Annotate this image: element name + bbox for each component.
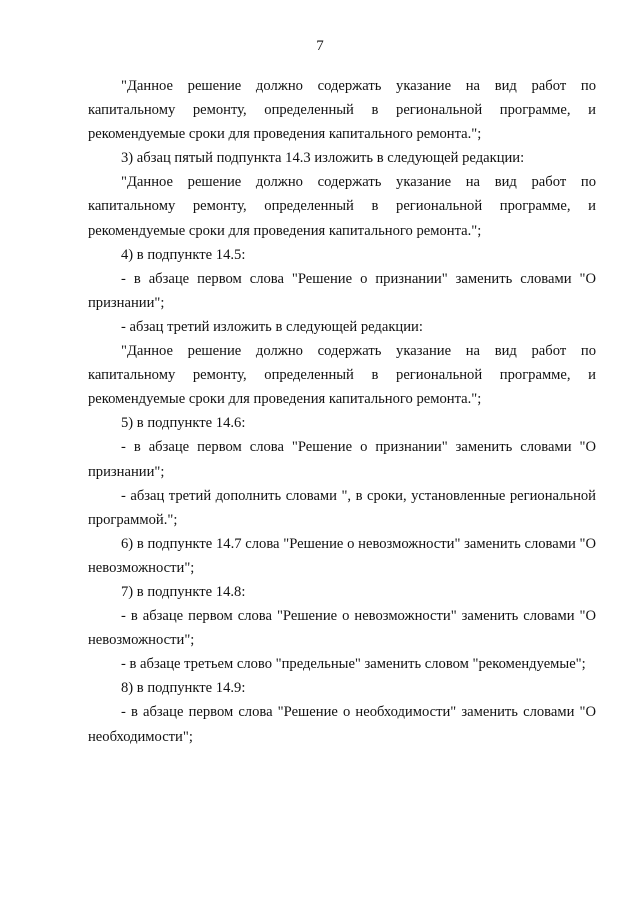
paragraph-4: 4) в подпункте 14.5: [121, 246, 246, 263]
paragraph-7: "Данное решение должно содержать указание на вид работ по капитальному ремонту, определенный в региональной программе, и рекомендуемые сроки для проведения капитального ремонта."; [88, 343, 596, 408]
paragraph-12: 7) в подпункте 14.8: [121, 583, 246, 600]
paragraph-1: "Данное решение должно содержать указание на вид работ по капитальному ремонту, определенный в региональной программе, и рекомендуемые сроки для проведения капитального ремонта."; [88, 78, 596, 143]
paragraph-15: 8) в подпункте 14.9: [121, 680, 246, 697]
paragraph-11: 6) в подпункте 14.7 слова "Решение о невозможности" заменить словами "О невозможности"; [88, 535, 596, 576]
paragraph-6: - абзац третий изложить в следующей редакции: [121, 318, 423, 335]
paragraph-16: - в абзаце первом слова "Решение о необходимости" заменить словами "О необходимости"; [88, 704, 596, 745]
page-number: 7 [316, 38, 324, 54]
document-body [88, 74, 596, 749]
paragraph-13: - в абзаце первом слова "Решение о невозможности" заменить словами "О невозможности"; [88, 608, 596, 649]
paragraph-2: 3) абзац пятый подпункта 14.3 изложить в следующей редакции: [121, 150, 525, 167]
paragraph-8: 5) в подпункте 14.6: [121, 415, 246, 432]
paragraph-9: - в абзаце первом слова "Решение о признании" заменить словами "О признании"; [88, 439, 596, 480]
paragraph-5: - в абзаце первом слова "Решение о признании" заменить словами "О признании"; [88, 270, 596, 311]
paragraph-3: "Данное решение должно содержать указание на вид работ по капитальному ремонту, определенный в региональной программе, и рекомендуемые сроки для проведения капитального ремонта."; [88, 174, 596, 239]
paragraph-10: - абзац третий дополнить словами ", в сроки, установленные региональной программой."; [88, 487, 596, 528]
paragraph-14: - в абзаце третьем слово "предельные" заменить словом "рекомендуемые"; [121, 656, 586, 673]
